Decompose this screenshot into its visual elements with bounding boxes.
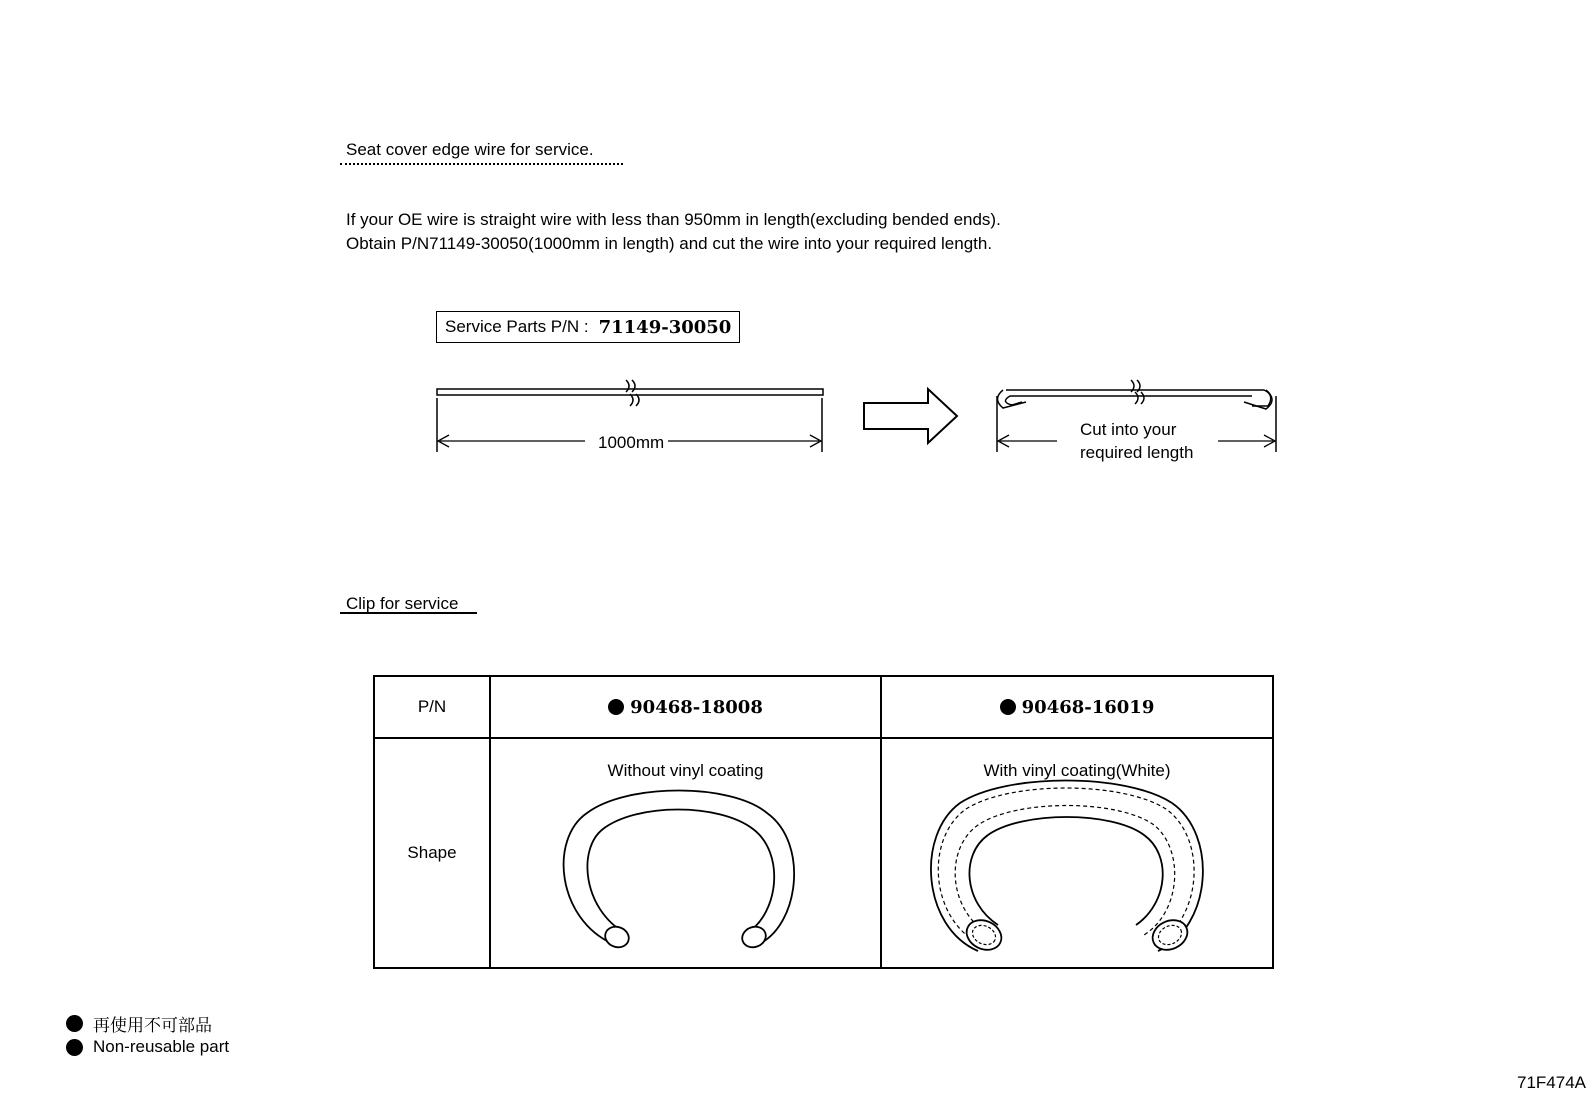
cut-label-line-2: required length xyxy=(1080,443,1194,462)
cut-label-line-1: Cut into your xyxy=(1080,420,1177,439)
part-1-pn: 90468-18008 xyxy=(630,696,763,718)
part-2-caption: With vinyl coating(White) xyxy=(983,761,1171,780)
service-parts-number: 71149-30050 xyxy=(598,316,732,338)
legend-en xyxy=(66,1037,229,1057)
bent-wire-icon xyxy=(997,380,1276,452)
non-reusable-dot-icon xyxy=(608,699,624,715)
non-reusable-dot-icon xyxy=(66,1015,83,1032)
part-2-pn-cell xyxy=(881,676,1273,738)
shape-header: Shape xyxy=(374,738,490,968)
part-1-shape-cell xyxy=(490,738,881,968)
service-parts-label: Service Parts P/N : xyxy=(445,317,589,336)
clip-parts-table xyxy=(373,675,1274,969)
figure-id: 71F474A xyxy=(1517,1073,1586,1092)
part-2-shape-cell xyxy=(881,738,1273,968)
part-2-pn: 90468-16019 xyxy=(1021,696,1155,718)
pn-row xyxy=(374,676,1273,738)
right-arrow-icon xyxy=(864,389,957,443)
wire-instruction-line-2: Obtain P/N71149-30050(1000mm in length) and cut the wire into your required length. xyxy=(346,234,993,253)
part-1-pn-cell xyxy=(490,676,881,738)
shape-row xyxy=(374,738,1273,968)
non-reusable-dot-icon xyxy=(1000,699,1016,715)
wire-length-label: 1000mm xyxy=(594,433,668,453)
clip-title-underline xyxy=(340,612,477,614)
wire-instruction-line-1: If your OE wire is straight wire with less than 950mm in length(excluding bended ends). xyxy=(346,210,1001,229)
non-reusable-dot-icon xyxy=(66,1039,83,1056)
part-1-caption: Without vinyl coating xyxy=(607,761,764,780)
legend-jp-text: 再使用不可部品 xyxy=(93,1016,212,1035)
legend-jp xyxy=(66,1011,212,1036)
pn-header: P/N xyxy=(374,676,490,738)
clip-section-title: Clip for service xyxy=(346,594,459,613)
wire-section-title: Seat cover edge wire for service. xyxy=(346,140,594,159)
legend-en-text: Non-reusable part xyxy=(93,1037,230,1056)
